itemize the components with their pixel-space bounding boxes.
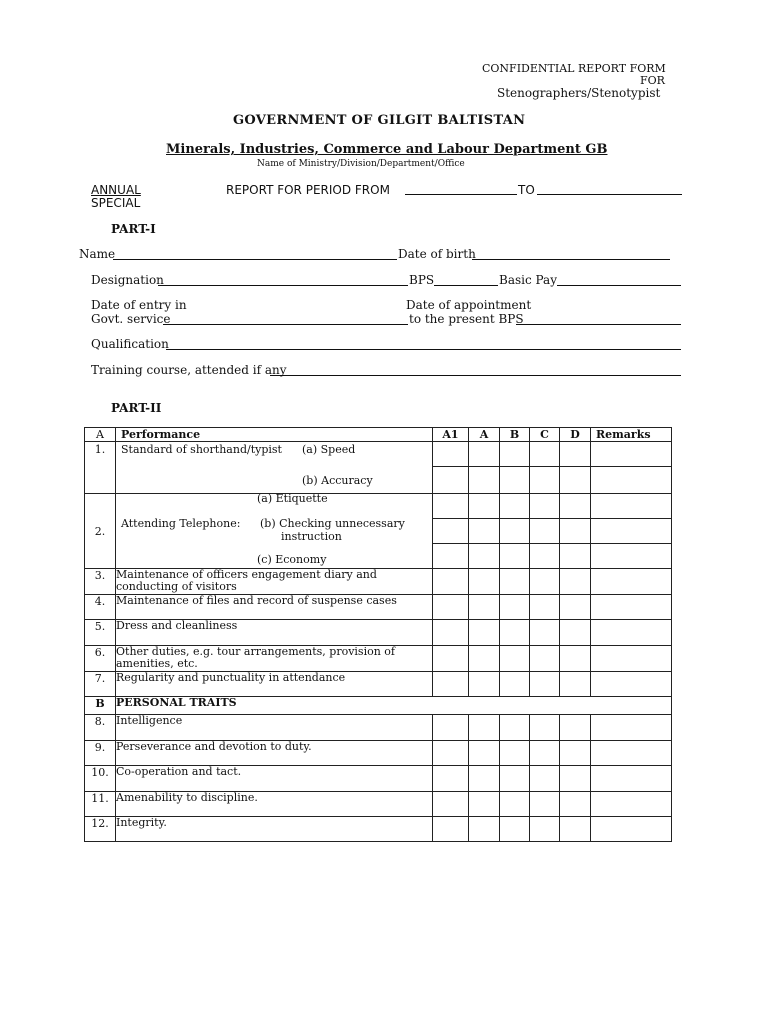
col-header-performance: Performance [116, 428, 433, 442]
grade-cell[interactable] [433, 467, 469, 494]
grade-cell[interactable] [500, 544, 530, 569]
row-performance-cell [116, 569, 433, 595]
basic-pay-label: Basic Pay [499, 273, 557, 287]
row-performance-cell: Integrity. [116, 817, 433, 842]
grade-cell[interactable] [469, 544, 500, 569]
grade-cell[interactable] [433, 519, 469, 544]
grade-cell[interactable] [469, 519, 500, 544]
grade-cell[interactable] [433, 672, 469, 697]
remarks-cell[interactable] [591, 672, 672, 697]
checking-label-line1: (b) Checking unnecessary [260, 517, 405, 530]
row-label-line1: Maintenance of officers engagement diary and [116, 568, 377, 581]
grade-cell[interactable] [500, 646, 530, 672]
qualification-label: Qualification [91, 337, 169, 351]
grade-cell[interactable] [500, 519, 530, 544]
grade-cell[interactable] [560, 467, 591, 494]
row-label-line1: Other duties, e.g. tour arrangements, provision of [116, 645, 395, 658]
period-to-field[interactable] [537, 194, 682, 195]
row-label-line2: amenities, etc. [116, 657, 198, 670]
grade-cell[interactable] [433, 741, 469, 766]
row-number: 6. [85, 646, 116, 672]
row-performance-cell: Maintenance of files and record of suspense cases [116, 595, 433, 620]
table-row [85, 442, 672, 467]
row-performance-cell: Perseverance and devotion to duty. [116, 741, 433, 766]
grade-cell[interactable] [560, 766, 591, 792]
grade-cell[interactable] [560, 519, 591, 544]
grade-cell[interactable] [560, 741, 591, 766]
grade-cell[interactable] [469, 595, 500, 620]
grade-cell[interactable] [560, 620, 591, 646]
grade-cell[interactable] [560, 544, 591, 569]
grade-cell[interactable] [433, 620, 469, 646]
training-field[interactable] [270, 375, 681, 376]
grade-cell[interactable] [469, 792, 500, 817]
col-header-grade-b: B [500, 428, 530, 442]
row-performance-cell: Dress and cleanliness [116, 620, 433, 646]
col-header-grade-d: D [560, 428, 591, 442]
grade-cell[interactable] [500, 494, 530, 519]
col-header-a: A [85, 428, 116, 442]
checking-label-line2: instruction [281, 530, 342, 543]
col-header-grade-c: C [530, 428, 560, 442]
designation-label: Designation [91, 273, 164, 287]
annual-label[interactable]: ANNUAL [91, 183, 141, 197]
name-label: Name [79, 247, 116, 261]
grade-cell[interactable] [530, 442, 560, 467]
form-title-line2: FOR [640, 74, 665, 87]
grade-cell[interactable] [530, 715, 560, 741]
col-header-a1: A1 [433, 428, 469, 442]
grade-cell[interactable] [530, 672, 560, 697]
remarks-cell[interactable] [591, 494, 672, 519]
grade-cell[interactable] [560, 646, 591, 672]
remarks-cell[interactable] [591, 646, 672, 672]
row-number: 3. [85, 569, 116, 595]
bps-label: BPS [409, 273, 435, 287]
row-number: 11. [85, 792, 116, 817]
grade-cell[interactable] [530, 519, 560, 544]
table-row [85, 741, 672, 766]
grade-cell[interactable] [433, 792, 469, 817]
grade-cell[interactable] [560, 595, 591, 620]
grade-cell[interactable] [433, 817, 469, 842]
grade-cell[interactable] [530, 569, 560, 595]
grade-cell[interactable] [433, 569, 469, 595]
grade-cell[interactable] [500, 672, 530, 697]
grade-cell[interactable] [530, 792, 560, 817]
part1-heading: PART-I [111, 222, 156, 236]
section-b-letter: B [85, 697, 116, 715]
entry-date-field[interactable] [163, 324, 408, 325]
grade-cell[interactable] [530, 817, 560, 842]
grade-cell[interactable] [433, 544, 469, 569]
speed-label: (a) Speed [302, 443, 356, 456]
grade-cell[interactable] [560, 792, 591, 817]
table-row [85, 817, 672, 842]
grade-cell[interactable] [560, 494, 591, 519]
grade-cell[interactable] [433, 442, 469, 467]
grade-cell[interactable] [560, 817, 591, 842]
name-field[interactable] [113, 259, 397, 260]
remarks-cell[interactable] [591, 817, 672, 842]
grade-cell[interactable] [560, 442, 591, 467]
attending-telephone-label: Attending Telephone: [121, 517, 241, 530]
grade-cell[interactable] [560, 672, 591, 697]
table-row [85, 494, 672, 519]
grade-cell[interactable] [500, 620, 530, 646]
row-performance-cell: Co-operation and tact. [116, 766, 433, 792]
row-performance-cell [116, 442, 433, 494]
ministry-caption: Name of Ministry/Division/Department/Office [257, 159, 465, 169]
table-row [85, 569, 672, 595]
row-number: 12. [85, 817, 116, 842]
remarks-cell[interactable] [591, 544, 672, 569]
row-performance-cell [116, 646, 433, 672]
appointment-date-label-line2: to the present BPS [409, 312, 524, 326]
entry-date-label-line1: Date of entry in [91, 298, 187, 312]
remarks-cell[interactable] [591, 715, 672, 741]
grade-cell[interactable] [500, 817, 530, 842]
part2-heading: PART-II [111, 401, 162, 415]
grade-cell[interactable] [469, 569, 500, 595]
row-number: 5. [85, 620, 116, 646]
grade-cell[interactable] [500, 792, 530, 817]
remarks-cell[interactable] [591, 766, 672, 792]
form-title-line3: Stenographers/Stenotypist [497, 86, 661, 100]
remarks-cell[interactable] [591, 595, 672, 620]
grade-cell[interactable] [530, 467, 560, 494]
grade-cell[interactable] [433, 595, 469, 620]
grade-cell[interactable] [500, 766, 530, 792]
grade-cell[interactable] [469, 817, 500, 842]
special-label[interactable]: SPECIAL [91, 196, 141, 210]
period-from-field[interactable] [405, 194, 517, 195]
grade-cell[interactable] [560, 569, 591, 595]
row-number: 8. [85, 715, 116, 741]
grade-cell[interactable] [469, 646, 500, 672]
shorthand-label: Standard of shorthand/typist [121, 443, 282, 456]
grade-cell[interactable] [530, 595, 560, 620]
grade-cell[interactable] [530, 494, 560, 519]
remarks-cell[interactable] [591, 620, 672, 646]
row-performance-cell: Regularity and punctuality in attendance [116, 672, 433, 697]
grade-cell[interactable] [469, 672, 500, 697]
row-number: 10. [85, 766, 116, 792]
remarks-cell[interactable] [591, 569, 672, 595]
remarks-cell[interactable] [591, 519, 672, 544]
grade-cell[interactable] [500, 569, 530, 595]
grade-cell[interactable] [469, 442, 500, 467]
remarks-cell[interactable] [591, 467, 672, 494]
accuracy-label: (b) Accuracy [302, 474, 373, 487]
table-row [85, 620, 672, 646]
period-to-label: TO [518, 183, 535, 197]
report-period-from-label: REPORT FOR PERIOD FROM [226, 183, 390, 197]
table-row [85, 766, 672, 792]
row-number: 1. [85, 442, 116, 494]
table-row [85, 595, 672, 620]
economy-label: (c) Economy [257, 553, 327, 566]
grade-cell[interactable] [500, 595, 530, 620]
appointment-date-field[interactable] [516, 324, 681, 325]
table-header-row [85, 428, 672, 442]
grade-cell[interactable] [433, 715, 469, 741]
grade-cell[interactable] [530, 766, 560, 792]
form-title-line1: CONFIDENTIAL REPORT FORM [482, 62, 666, 75]
basic-pay-field[interactable] [557, 285, 681, 286]
grade-cell[interactable] [500, 467, 530, 494]
grade-cell[interactable] [469, 494, 500, 519]
grade-cell[interactable] [560, 715, 591, 741]
bps-field[interactable] [434, 285, 498, 286]
row-number: 4. [85, 595, 116, 620]
grade-cell[interactable] [469, 467, 500, 494]
grade-cell[interactable] [500, 741, 530, 766]
training-label: Training course, attended if any [91, 363, 287, 377]
grade-cell[interactable] [500, 442, 530, 467]
col-header-remarks: Remarks [591, 428, 672, 442]
grade-cell[interactable] [433, 494, 469, 519]
appointment-date-label-line1: Date of appointment [406, 298, 532, 312]
grade-cell[interactable] [530, 646, 560, 672]
row-label-line2: conducting of visitors [116, 580, 237, 593]
table-row [85, 715, 672, 741]
remarks-cell[interactable] [591, 792, 672, 817]
section-b-row [85, 697, 672, 715]
dob-label: Date of birth [398, 247, 476, 261]
grade-cell[interactable] [433, 646, 469, 672]
remarks-cell[interactable] [591, 741, 672, 766]
etiquette-label: (a) Etiquette [257, 492, 328, 505]
row-performance-cell: Amenability to discipline. [116, 792, 433, 817]
grade-cell[interactable] [469, 766, 500, 792]
grade-cell[interactable] [469, 741, 500, 766]
grade-cell[interactable] [469, 620, 500, 646]
government-title: GOVERNMENT OF GILGIT BALTISTAN [233, 113, 526, 128]
department-title: Minerals, Industries, Commerce and Labour Department GB [166, 142, 608, 157]
section-b-title: PERSONAL TRAITS [116, 697, 672, 715]
remarks-cell[interactable] [591, 442, 672, 467]
performance-table [84, 427, 672, 842]
entry-date-label-line2: Govt. service [91, 312, 171, 326]
grade-cell[interactable] [530, 544, 560, 569]
table-row [85, 646, 672, 672]
row-number: 2. [85, 494, 116, 569]
qualification-field[interactable] [166, 349, 681, 350]
designation-field[interactable] [158, 285, 408, 286]
row-performance-cell [116, 494, 433, 569]
grade-cell[interactable] [433, 766, 469, 792]
table-row [85, 672, 672, 697]
col-header-grade-a: A [469, 428, 500, 442]
row-number: 7. [85, 672, 116, 697]
dob-field[interactable] [472, 259, 670, 260]
table-row [85, 792, 672, 817]
grade-cell[interactable] [530, 620, 560, 646]
row-performance-cell: Intelligence [116, 715, 433, 741]
grade-cell[interactable] [500, 715, 530, 741]
grade-cell[interactable] [469, 715, 500, 741]
row-number: 9. [85, 741, 116, 766]
grade-cell[interactable] [530, 741, 560, 766]
